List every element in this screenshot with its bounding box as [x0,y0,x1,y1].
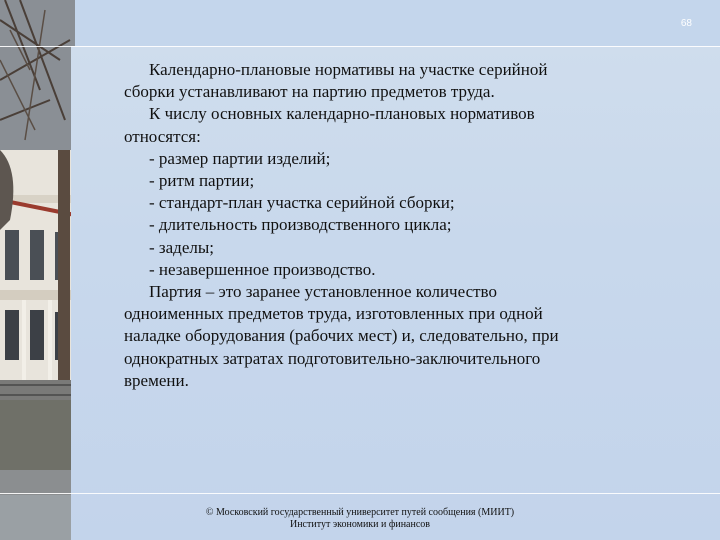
list-item: - ритм партии; [149,171,255,191]
text-line: однократных затратах подготовительно-заключительного [124,348,541,368]
text-line: Партия – это заранее установленное количество [149,282,497,302]
top-divider [0,46,720,47]
list-item: - размер партии изделий; [149,148,331,168]
text-line: одноименных предметов труда, изготовленных при одной [124,304,543,324]
text-line: наладке оборудования (рабочих мест) и, следовательно, при [124,326,559,346]
list-item: - длительность производственного цикла; [149,215,452,235]
footer-institute: Институт экономики и финансов [289,519,431,530]
page-number: 68 [680,18,692,29]
bottom-divider [0,493,720,494]
text-line: Календарно-плановые нормативы на участке серийной [149,60,548,79]
footer [160,507,560,531]
text-line: времени. [124,370,189,390]
list-item: - стандарт-план участка серийной сборки; [149,193,455,213]
list-item: - незавершенное производство. [149,259,376,279]
slide-text [124,59,664,392]
text-line: относятся: [124,126,201,146]
text-line: К числу основных календарно-плановых нормативов [149,104,535,124]
list-item: - заделы; [149,237,214,257]
footer-copyright: © Московский государственный университет путей сообщения (МИИТ) [205,507,515,518]
text-line: сборки устанавливают на партию предметов труда. [124,82,495,102]
